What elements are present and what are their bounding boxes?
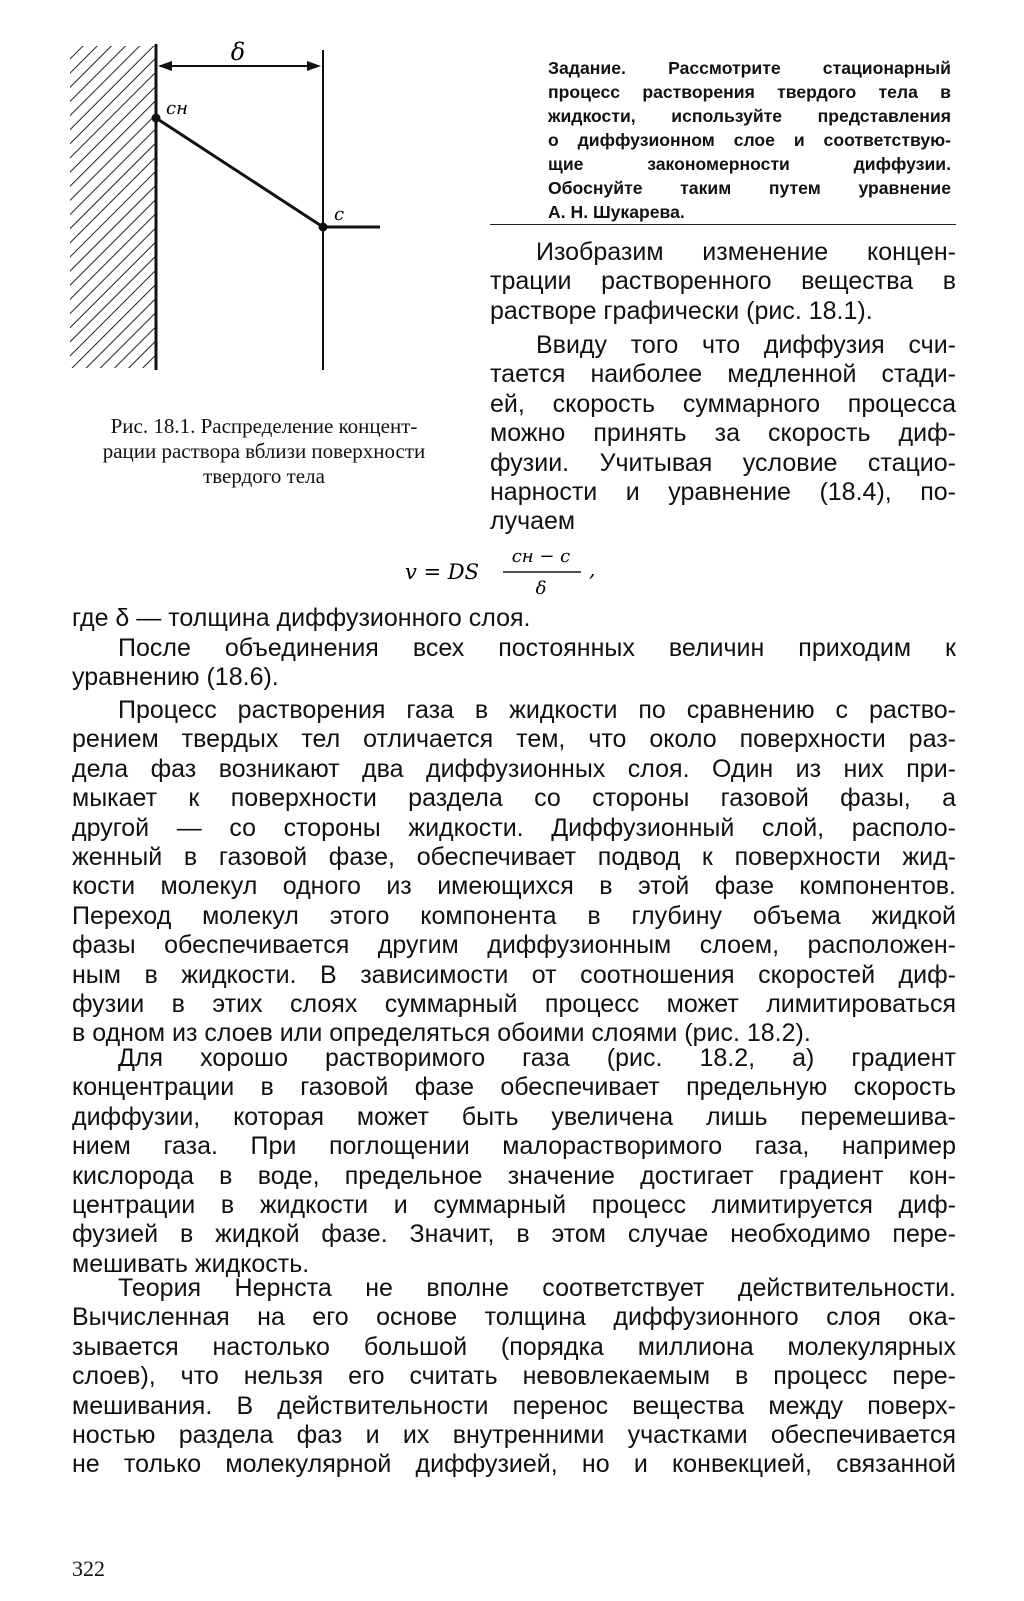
point-c <box>319 223 328 232</box>
label-cn: cн <box>166 98 188 119</box>
text-line: центрации в жидкости и суммарный процесс лимитируется диф- <box>72 1191 956 1220</box>
text-line: После объединения всех постоянных величин приходим к <box>118 634 956 662</box>
paragraph-diffusion <box>490 331 956 537</box>
caption-line: Рис. 18.1. Распределение концент- <box>110 414 418 438</box>
paragraph-intro <box>490 238 956 326</box>
text-line: ностью раздела фаз и их внутренними участками обеспечивается <box>72 1421 956 1450</box>
text-line: Переход молекул этого компонента в глубину объема жидкой <box>72 901 956 930</box>
task-line: А. Н. Шукарева. <box>548 202 685 222</box>
task-line: Обоснуйте таким путем уравнение <box>548 178 951 198</box>
text-line: можно принять за скорость диф- <box>490 419 956 448</box>
text-line: ным в жидкости. В зависимости от соотношения скоростей диф- <box>72 960 956 989</box>
text-line: тается наиболее медленной стади- <box>490 360 956 389</box>
task-line: жидкости, используйте представления <box>548 106 951 126</box>
text-line: кислорода в воде, предельное значение достигает градиент кон- <box>72 1161 956 1190</box>
text-line: мешивать жидкость. <box>72 1249 310 1278</box>
text-line: растворе графически (рис. 18.1). <box>490 296 873 325</box>
text-line: мыкает к поверхности раздела со стороны газовой фазы, а <box>72 784 956 813</box>
text-line: кости молекул одного из имеющихся в этой фазе компонентов. <box>72 872 956 901</box>
text-line: Изобразим изменение концен- <box>536 238 956 266</box>
text-line: нием газа. При поглощении малорастворимого газа, например <box>72 1132 956 1161</box>
text-line: ей, скорость суммарного процесса <box>490 389 956 418</box>
formula-shukarev <box>405 544 625 600</box>
text-line: женный в газовой фазе, обеспечивает подвод к поверхности жид- <box>72 843 956 872</box>
paragraph-gas <box>72 696 956 1049</box>
text-line: слоев), что нельзя его считать невовлекаемым в процесс пере- <box>72 1362 956 1391</box>
text-line: в одном из слоев или определяться обоими слоями (рис. 18.2). <box>72 1019 811 1048</box>
formula-comma: , <box>589 557 596 581</box>
label-delta: δ <box>230 40 246 66</box>
page-number: 322 <box>72 1556 105 1581</box>
text-line: концентрации в газовой фазе обеспечивает предельную скорость <box>72 1073 956 1102</box>
text-line: уравнению (18.6). <box>72 663 279 692</box>
text-line: диффузии, которая может быть увеличена лишь перемешива- <box>72 1102 956 1131</box>
caption-line: рации раствора вблизи поверхности <box>102 439 426 463</box>
text-line: фазы обеспечивается другим диффузионным слоем, расположен- <box>72 931 956 960</box>
task-line: о диффузионном слое и соответствую- <box>548 130 951 150</box>
solid-wall-hatching <box>70 46 156 368</box>
paragraph-after <box>72 634 956 693</box>
task-line: процесс растворения твердого тела в <box>548 82 951 102</box>
task-line: щие закономерности диффузии. <box>548 154 951 174</box>
arrowhead-right <box>307 61 321 71</box>
paragraph-nernst <box>72 1274 956 1480</box>
text-line: зывается настолько большой (порядка миллиона молекулярных <box>72 1332 956 1361</box>
concentration-gradient-line <box>156 118 323 227</box>
text-line: мешивания. В действительности перенос вещества между поверх- <box>72 1391 956 1420</box>
text-line: рением твердых тел отличается тем, что около поверхности раз- <box>72 725 956 754</box>
text-line: Для хорошо растворимого газа (рис. 18.2, а) градиент <box>118 1044 956 1072</box>
formula-numerator: cн − c <box>511 546 571 567</box>
task-line: Задание. Рассмотрите стационарный <box>548 58 951 78</box>
text-line: Вычисленная на его основе толщина диффузионного слоя ока- <box>72 1303 956 1332</box>
text-line: фузии в этих слоях суммарный процесс может лимитироваться <box>72 990 956 1019</box>
label-c: c <box>334 204 345 225</box>
text-line: лучаем <box>490 507 576 536</box>
paragraph-where <box>72 604 956 633</box>
task-divider <box>490 224 956 225</box>
text-line: фузии. Учитывая условие стацио- <box>490 448 956 477</box>
point-cn <box>152 114 161 123</box>
paragraph-soluble-gas <box>72 1044 956 1279</box>
formula-denominator: δ <box>535 578 547 599</box>
formula-lhs: v = DS <box>405 560 480 584</box>
task-box <box>548 56 951 224</box>
figure-18-1 <box>60 40 380 380</box>
text-line: дела фаз возникают два диффузионных слоя. Один из них при- <box>72 754 956 783</box>
caption-line: твердого тела <box>203 464 325 488</box>
figure-caption <box>66 414 462 489</box>
text-line: где δ — толщина диффузионного слоя. <box>72 604 531 632</box>
text-line: трации растворенного вещества в <box>490 267 956 296</box>
arrowhead-left <box>158 61 172 71</box>
text-line: Теория Нернста не вполне соответствует действительности. <box>118 1274 956 1302</box>
text-line: фузией в жидкой фазе. Значит, в этом случае необходимо пере- <box>72 1220 956 1249</box>
text-line: Ввиду того что диффузия счи- <box>536 331 956 359</box>
text-line: не только молекулярной диффузией, но и конвекцией, связанной <box>72 1450 956 1479</box>
text-line: Процесс растворения газа в жидкости по сравнению с раство- <box>118 696 956 724</box>
text-line: другой — со стороны жидкости. Диффузионный слой, располо- <box>72 813 956 842</box>
text-line: нарности и уравнение (18.4), по- <box>490 478 956 507</box>
